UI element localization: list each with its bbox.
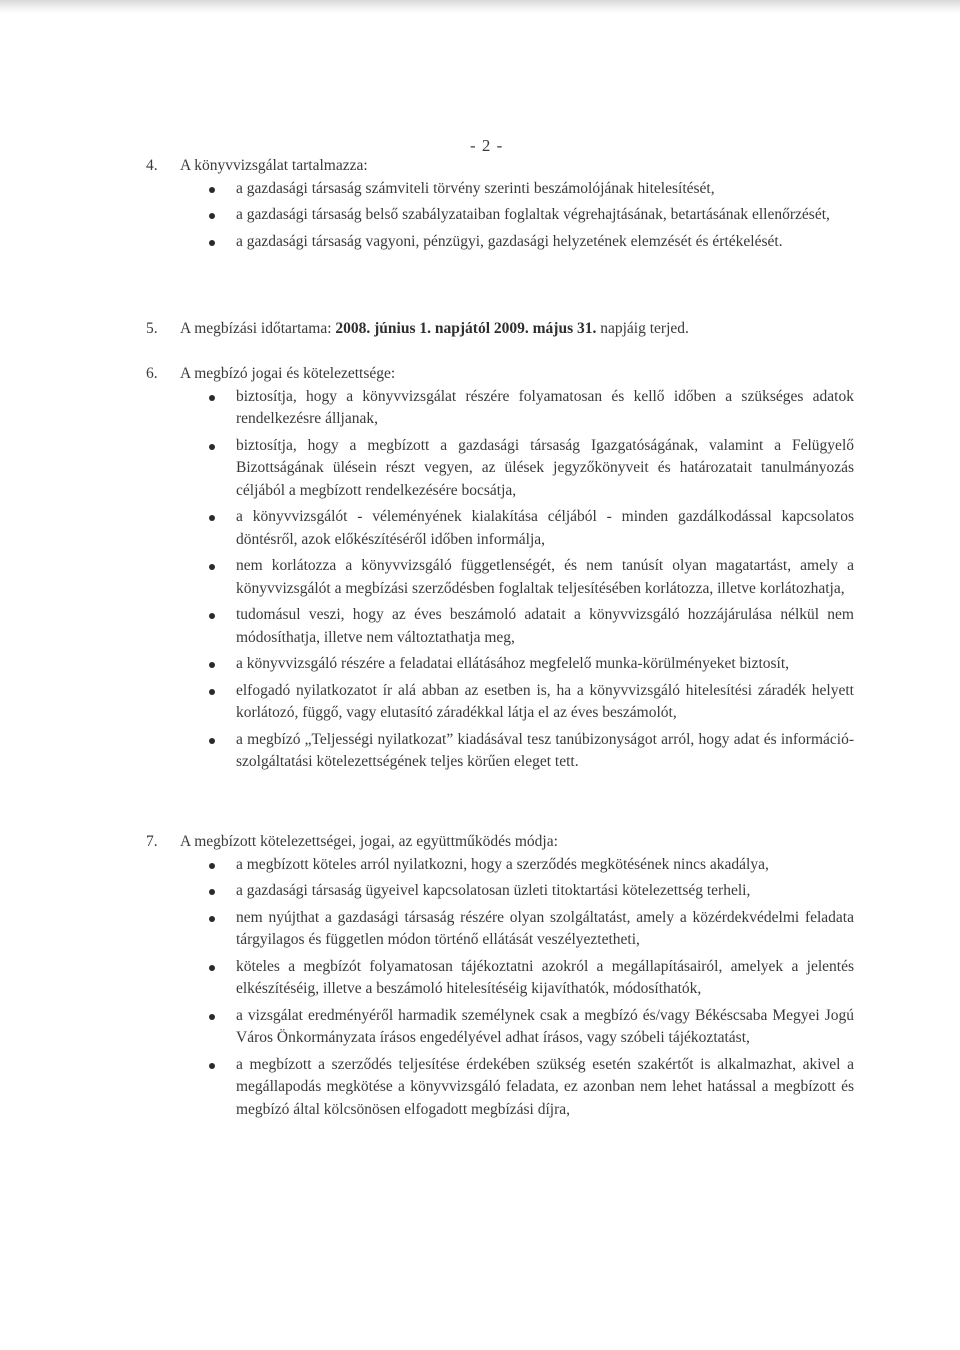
bullet-icon [209, 240, 215, 246]
list-item [146, 555, 854, 600]
list-item [146, 907, 854, 952]
bullet-icon [209, 187, 215, 193]
bullet-icon [209, 515, 215, 521]
section-5 [146, 318, 854, 341]
list-item-text: a könyvvizsgálót - véleményének kialakítása céljából - minden gazdálkodással kapcsolatos döntésről, azok előkészítéséről időben informálja, [236, 508, 854, 548]
list-item-text: a megbízott köteles arról nyilatkozni, hogy a szerződés megkötésének nincs akadálya, [236, 855, 769, 873]
section-4-heading [146, 155, 854, 178]
section-6-list [146, 386, 854, 774]
section-title: A megbízott kötelezettségei, jogai, az együttműködés módja: [180, 833, 558, 850]
list-item-text: a megbízó „Teljességi nyilatkozat” kiadásával tesz tanúbizonyságot arról, hogy adat és információ-szolgáltatási kötelezettségének teljes körűen eleget tett. [236, 730, 854, 770]
list-item-text: tudomásul veszi, hogy az éves beszámoló adatait a könyvvizsgáló hozzájárulása nélkül nem módosíthatja, illetve nem változtathatja meg, [236, 606, 854, 646]
bullet-icon [209, 564, 215, 570]
section-title: A könyvvizsgálat tartalmazza: [180, 157, 368, 174]
list-item [146, 653, 854, 676]
bullet-icon [209, 662, 215, 668]
list-item-text: a gazdasági társaság ügyeivel kapcsolatosan üzleti titoktartási kötelezettség terheli, [236, 882, 751, 899]
list-item [146, 231, 854, 254]
list-item-text: a gazdasági társaság belső szabályzataiban foglaltak végrehajtásának, betartásának ellenőrzését, [236, 206, 830, 223]
list-item [146, 1054, 854, 1122]
list-item-text: a gazdasági társaság vagyoni, pénzügyi, gazdasági helyzetének elemzését és értékelését. [236, 232, 783, 250]
bullet-icon [209, 889, 215, 895]
list-item-text: a vizsgálat eredményéről harmadik személynek csak a megbízó és/vagy Békéscsaba Megyei Jogú Város Önkormányzata írásos engedélyével adhat írásos, vagy szóbeli tájékoztatást, [236, 1006, 854, 1046]
bullet-icon [209, 738, 215, 744]
list-item-text: a megbízott a szerződés teljesítése érdekében szükség esetén szakértőt is alkalmazhat, akivel a megállapodás megkötése a könyvvizsgáló feladata, ez azonban nem lehet hatással a megbízott és megbízó által kölcsönösen elfogadott megbízási díjra, [236, 1055, 854, 1118]
list-item [146, 956, 854, 1001]
list-item-text: elfogadó nyilatkozatot ír alá abban az esetben is, ha a könyvvizsgáló hitelesítési záradék helyett korlátozó, függő, vagy elutasító záradékkal látja el az éves beszámolót, [236, 681, 854, 721]
section-4-list [146, 178, 854, 254]
list-item [146, 386, 854, 431]
list-item-text: nem korlátozza a könyvvizsgáló függetlenségét, és nem tanúsít olyan magatartást, amely a könyvvizsgálót a megbízási szerződésben foglaltak teljesítésében korlátozza, illetve korlátozhatja, [236, 557, 854, 597]
section-number: 7. [146, 833, 158, 850]
section-7-list [146, 854, 854, 1122]
list-item-text: biztosítja, hogy a megbízott a gazdasági társaság Igazgatóságának, valamint a Felügyelő Bizottságának ülésein részt vegyen, az ülések jegyzőkönyveit és határozatait tanulmányozás céljából a megbízott rendelkezésére bocsátja, [236, 436, 854, 499]
bullet-icon [209, 965, 215, 971]
duration-suffix: napjáig terjed. [596, 320, 689, 337]
list-item [146, 729, 854, 774]
list-item-text: nem nyújthat a gazdasági társaság részére olyan szolgáltatást, amely a közérdekvédelmi feladata tárgyilagos és független módon történő ellátását veszélyeztetheti, [236, 908, 854, 948]
bullet-icon [209, 916, 215, 922]
bullet-icon [209, 213, 215, 219]
section-6 [146, 363, 854, 778]
list-item-text: a könyvvizsgáló részére a feladatai ellátásához megfelelő munka-körülményeket biztosít, [236, 655, 790, 672]
page-number: - 2 - [470, 136, 504, 155]
section-6-heading [146, 363, 854, 386]
bullet-icon [209, 1063, 215, 1069]
list-item-text: biztosítja, hogy a könyvvizsgálat részére folyamatosan és kellő időben a szükséges adatok rendelkezésre álljanak, [236, 387, 854, 427]
section-number: 6. [146, 365, 158, 382]
list-item [146, 435, 854, 503]
bullet-icon [209, 1014, 215, 1020]
section-7-heading [146, 831, 854, 854]
section-5-text [180, 318, 854, 341]
bullet-icon [209, 613, 215, 619]
bullet-icon [209, 863, 215, 869]
list-item-text: a gazdasági társaság számviteli törvény szerinti beszámolójának hitelesítését, [236, 179, 715, 197]
duration-label: A megbízási időtartama: [180, 320, 336, 337]
list-item [146, 854, 854, 877]
list-item-text: köteles a megbízót folyamatosan tájékoztatni azokról a megállapításairól, amelyek a jelentés elkészítéséig, illetve a beszámoló hitelesítéséig kijavíthatók, módosíthatók, [236, 957, 854, 997]
list-item [146, 506, 854, 551]
duration-dates: 2008. június 1. napjától 2009. május 31. [335, 320, 597, 337]
list-item [146, 1005, 854, 1050]
list-item [146, 204, 854, 227]
list-item [146, 604, 854, 649]
section-number: 5. [146, 320, 158, 337]
section-7 [146, 831, 854, 1125]
list-item [146, 680, 854, 725]
bullet-icon [209, 395, 215, 401]
section-number: 4. [146, 157, 158, 174]
list-item [146, 178, 854, 201]
section-5-heading [146, 318, 854, 341]
bullet-icon [209, 444, 215, 450]
list-item [146, 880, 854, 903]
bullet-icon [209, 689, 215, 695]
section-title: A megbízó jogai és kötelezettsége: [180, 365, 396, 382]
section-4 [146, 155, 854, 257]
